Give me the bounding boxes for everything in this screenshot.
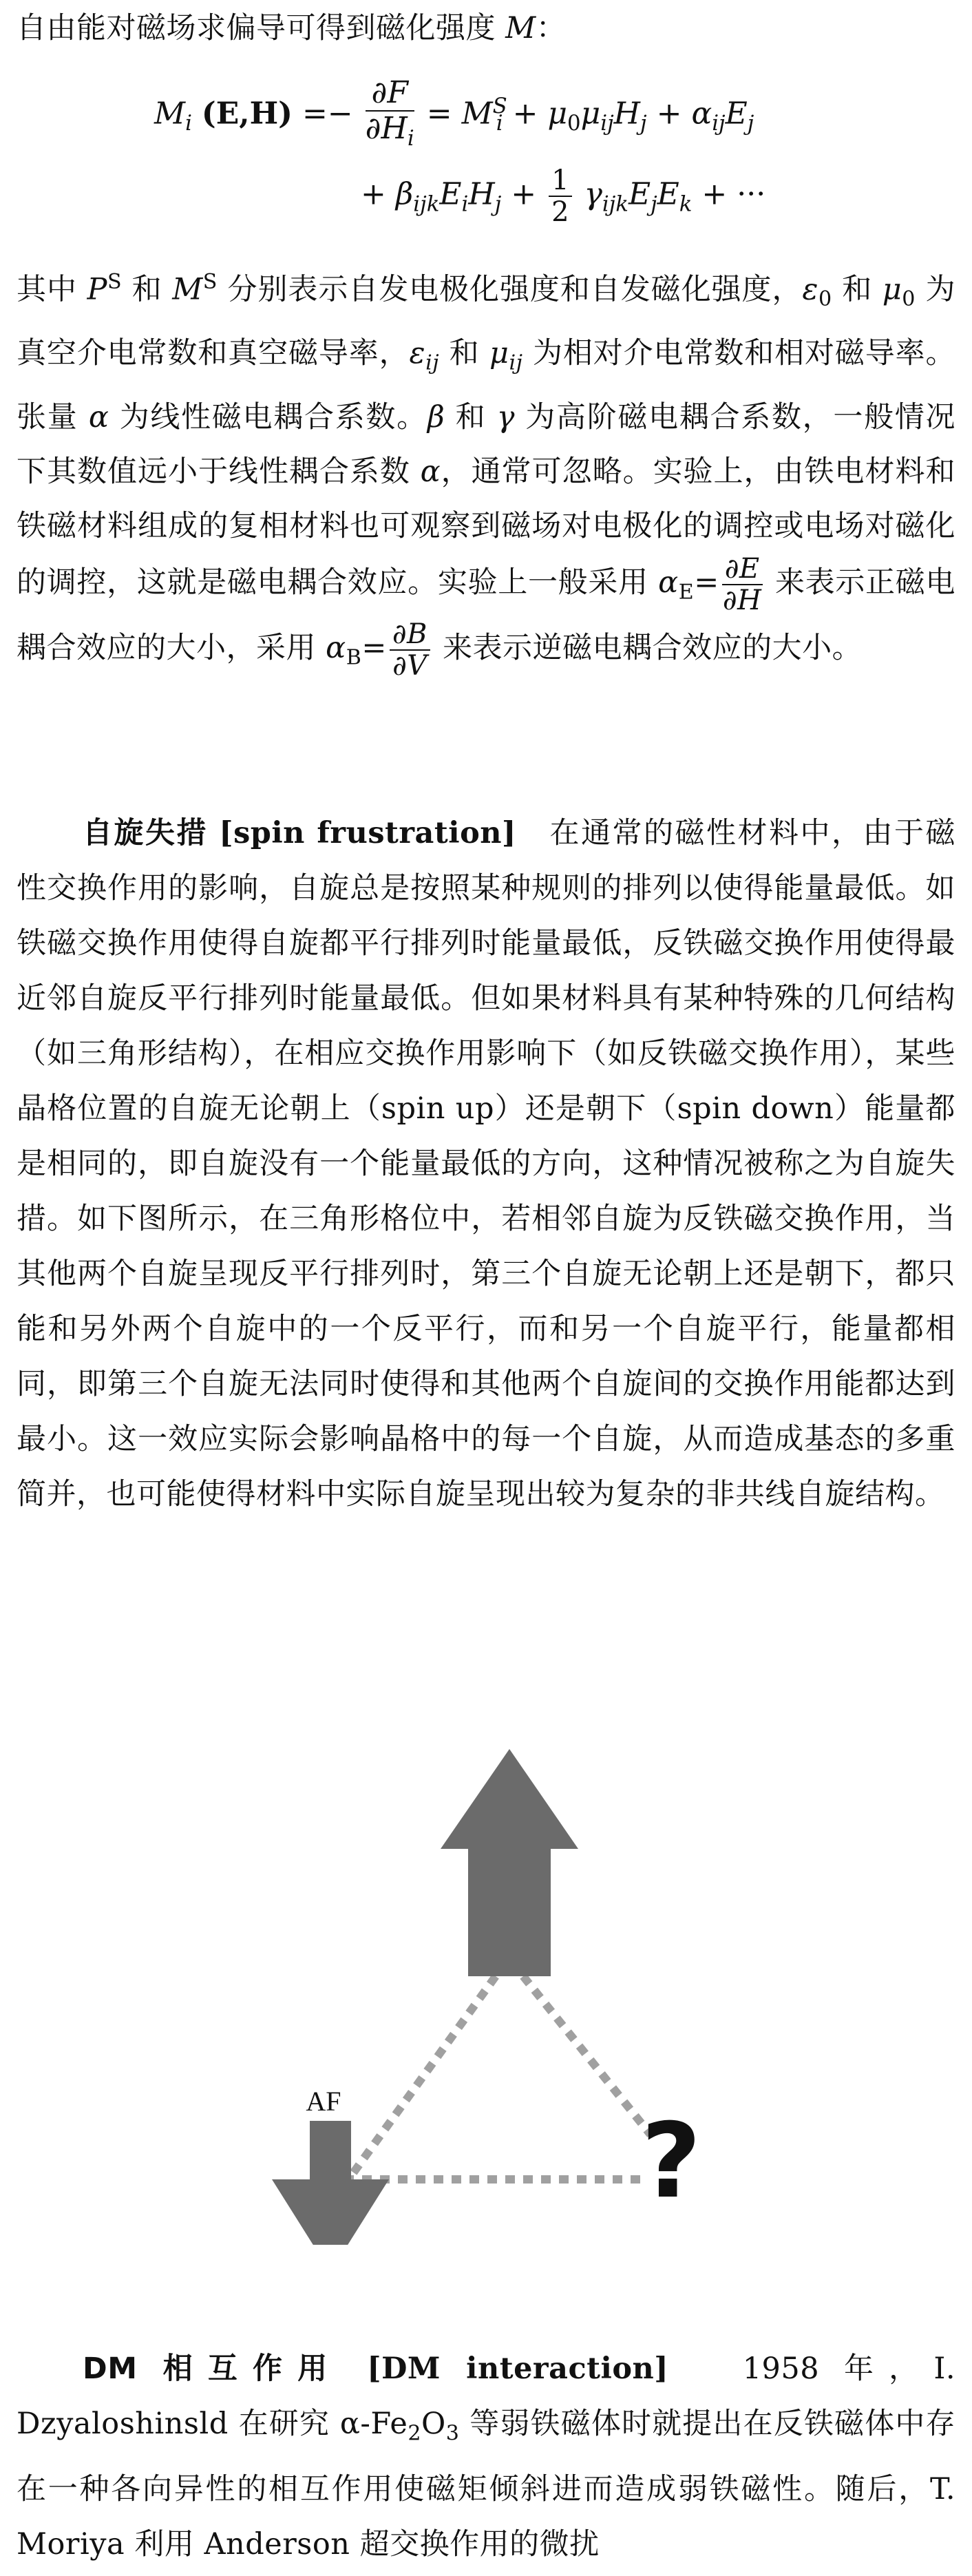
p1-ps: P <box>87 272 107 307</box>
eq-rhs2: + μ <box>512 96 568 132</box>
eq-rhs2-sub: ij <box>600 111 614 136</box>
dm-sub-3: 3 <box>445 2421 460 2446</box>
eq-frac-den-sub: i <box>407 125 414 151</box>
eq-frac-den-text: ∂H <box>365 111 408 146</box>
eq-rhs2-sub0: 0 <box>567 111 581 136</box>
p1-ae-den: ∂H <box>722 584 762 616</box>
spin-down-arrow <box>272 2121 389 2245</box>
eq2-beta-sub: ijk <box>413 191 440 217</box>
dm-text-1: 1958 年，I. Dzyaloshinsld 在研究 α-Fe <box>17 2352 955 2441</box>
triangle-dashed-edges <box>344 1976 651 2179</box>
eq-fraction <box>366 76 414 156</box>
p1-muij: μ <box>489 335 509 370</box>
eq-rhs2-h: H <box>613 96 641 132</box>
p1-ms: M <box>172 272 203 307</box>
p1-t12: 来表示正磁电耦合效应的大小，采用 <box>17 565 956 666</box>
label-af: AF <box>306 2086 341 2117</box>
p1-t7: 为相对介电常数和相对磁导率。张量 <box>17 335 956 434</box>
p1-mu0: μ <box>882 272 902 307</box>
eq-rhs1-sup: S <box>492 93 507 118</box>
spin-up-arrow <box>441 1749 578 1976</box>
eq2-h-sub: j <box>494 191 502 217</box>
eq-rhs3-esub: j <box>747 111 754 136</box>
eq2-half-den: 2 <box>551 196 569 228</box>
p1-alpha2: α <box>420 454 441 489</box>
p1-epsij-sub: ij <box>425 350 440 375</box>
eq-rhs2-hsub: j <box>640 111 647 136</box>
p1-ae-frac <box>722 554 763 616</box>
eq-lhs-sub: i <box>185 111 192 136</box>
p1-ae-num: ∂E <box>722 554 763 585</box>
p1-t11: ，通常可忽略。实验上，由铁电材料和铁磁材料组成的复相材料也可观察到磁场对电极化的调控或电场对磁化的调控，这就是磁电耦合效应。实验上一般采用 <box>17 454 956 600</box>
eq-rhs2-mu: μ <box>580 96 601 132</box>
p1-mu0-sub: 0 <box>902 286 916 311</box>
p1-epsij: ε <box>409 335 426 370</box>
equation-line-1 <box>154 76 754 156</box>
eq2-h: H <box>468 176 495 212</box>
arrow-down-shape <box>272 2121 389 2245</box>
eq-rhs3-e: E <box>725 96 748 132</box>
edge-left <box>351 1976 496 2176</box>
p1-ae: α <box>658 565 679 600</box>
eq-rhs3-sub: ij <box>712 111 726 136</box>
p1-gamma: γ <box>496 399 515 434</box>
eq2-e-sub: i <box>461 191 469 217</box>
p1-ae-eq: = <box>694 565 719 600</box>
p1-ab-eq: = <box>361 631 387 666</box>
eq2-beta: + β <box>361 176 414 212</box>
p1-t1: 其中 <box>17 272 87 307</box>
eq2-e2: E <box>657 176 679 212</box>
p1-t4: 和 <box>832 272 883 307</box>
term-dm-cn: DM 相互作用 <box>83 2352 343 2386</box>
p1-ab: α <box>326 631 346 666</box>
p1-t5: 为真空介电常数和真空磁导率， <box>17 272 956 370</box>
eq2-e1-sub: j <box>651 191 657 217</box>
edge-right <box>523 1976 651 2135</box>
question-mark: ? <box>641 2102 701 2221</box>
p1-ab-sub: B <box>346 645 362 670</box>
term-dm-en: [DM interaction] <box>367 2352 669 2386</box>
eq-equals: =− <box>302 96 353 132</box>
p1-ae-sub: E <box>678 580 695 605</box>
intro-symbol: M <box>505 11 536 45</box>
p1-muij-sub: ij <box>509 350 523 375</box>
p1-ab-num: ∂B <box>390 619 430 651</box>
paragraph-magnetoelectric <box>17 255 955 685</box>
p1-eps0-sub: 0 <box>818 286 832 311</box>
eq-lhs: M <box>154 96 186 132</box>
eq2-e1: E <box>628 176 651 212</box>
p1-t3: 分别表示自发电极化强度和自发磁化强度， <box>217 272 803 307</box>
arrow-up-shape <box>441 1749 578 1976</box>
eq2-half <box>549 165 571 227</box>
eq-rhs1: = M <box>426 96 493 132</box>
intro-colon: ： <box>536 11 567 45</box>
p1-ab-den: ∂V <box>392 650 427 682</box>
p1-t13: 来表示逆磁电耦合效应的大小。 <box>432 631 863 666</box>
dm-text-3: 等弱铁磁体时就提出在反铁磁体中存在一种各向异性的相互作用使磁矩倾斜进而造成弱铁磁性。随后，T. Moriya 利用 Anderson 超交换作用的微扰 <box>17 2407 955 2562</box>
eq-frac-den <box>366 112 414 156</box>
eq-args: (E,H) <box>201 96 293 132</box>
p1-ab-frac <box>390 619 430 681</box>
eq2-half-num: 1 <box>549 165 571 197</box>
entry-dm-interaction <box>17 2341 955 2572</box>
eq-rhs1-sub: i <box>496 111 503 136</box>
term-spin-frustration-en: [spin frustration] <box>219 816 516 850</box>
p1-t10: 为高阶磁电耦合系数，一般情况下其数值远小于线性耦合系数 <box>17 399 956 489</box>
intro-text: 自由能对磁场求偏导可得到磁化强度 <box>17 11 506 45</box>
spin-frustration-body: 在通常的磁性材料中，由于磁性交换作用的影响，自旋总是按照某种规则的排列以使得能量最低。如铁磁交换作用使得自旋都平行排列时能量最低，反铁磁交换作用使得最近邻自旋反平行排列时能量最低。但如果材料具有某种特殊的几何结构（如三角形结构），在相应交换作用影响下（如反铁磁交换作用），某些晶格位置的自旋无论朝上（spin up）还是朝下（spin down）能量都是相同的，即自旋没有一个能量最低的方向，这种情况被称之为自旋失措。如下图所示，在三角形格位中，若相邻自旋为反铁磁交换作用，当其他两个自旋呈现反平行排列时，第三个自旋无论朝上还是朝下，都只能和另外两个自旋中的一个反平行，而和另一个自旋平行，能量都相同，即第三个自旋无法同时使得和其他两个自旋间的交换作用能都达到最小。这一效应实际会影响晶格中的每一个自旋，从而造成基态的多重简并，也可能使得材料中实际自旋呈现出较为复杂的非共线自旋结构。 <box>17 816 956 1511</box>
eq-frac-num: ∂F <box>366 76 414 112</box>
p1-ms-sup: S <box>202 270 218 294</box>
p1-alpha: α <box>88 399 109 434</box>
eq2-e2-sub: k <box>679 191 693 217</box>
p1-t8: 为线性磁电耦合系数。 <box>109 399 427 434</box>
eq2-plus: + <box>511 176 547 212</box>
eq2-gamma: γ <box>584 176 602 212</box>
p1-t9: 和 <box>445 399 497 434</box>
eq2-e: E <box>439 176 462 212</box>
p1-ps-sup: S <box>107 270 123 294</box>
p1-beta: β <box>427 399 445 434</box>
dm-text-2: O <box>421 2407 446 2441</box>
eq2-gamma-sub: ijk <box>602 191 628 217</box>
intro-line <box>17 1 955 55</box>
triangle-diagram <box>0 1749 972 2245</box>
p1-eps0: ε <box>802 272 818 307</box>
eq2-end: + ··· <box>692 176 766 212</box>
equation-line-2 <box>361 165 765 227</box>
entry-spin-frustration <box>17 806 955 1522</box>
eq-rhs3: + α <box>656 96 712 132</box>
p1-t6: 和 <box>439 335 490 370</box>
spin-frustration-figure <box>0 1749 972 2245</box>
dm-sub-2: 2 <box>408 2421 421 2446</box>
term-spin-frustration-cn: 自旋失措 <box>83 816 209 850</box>
p1-t2: 和 <box>122 272 173 307</box>
